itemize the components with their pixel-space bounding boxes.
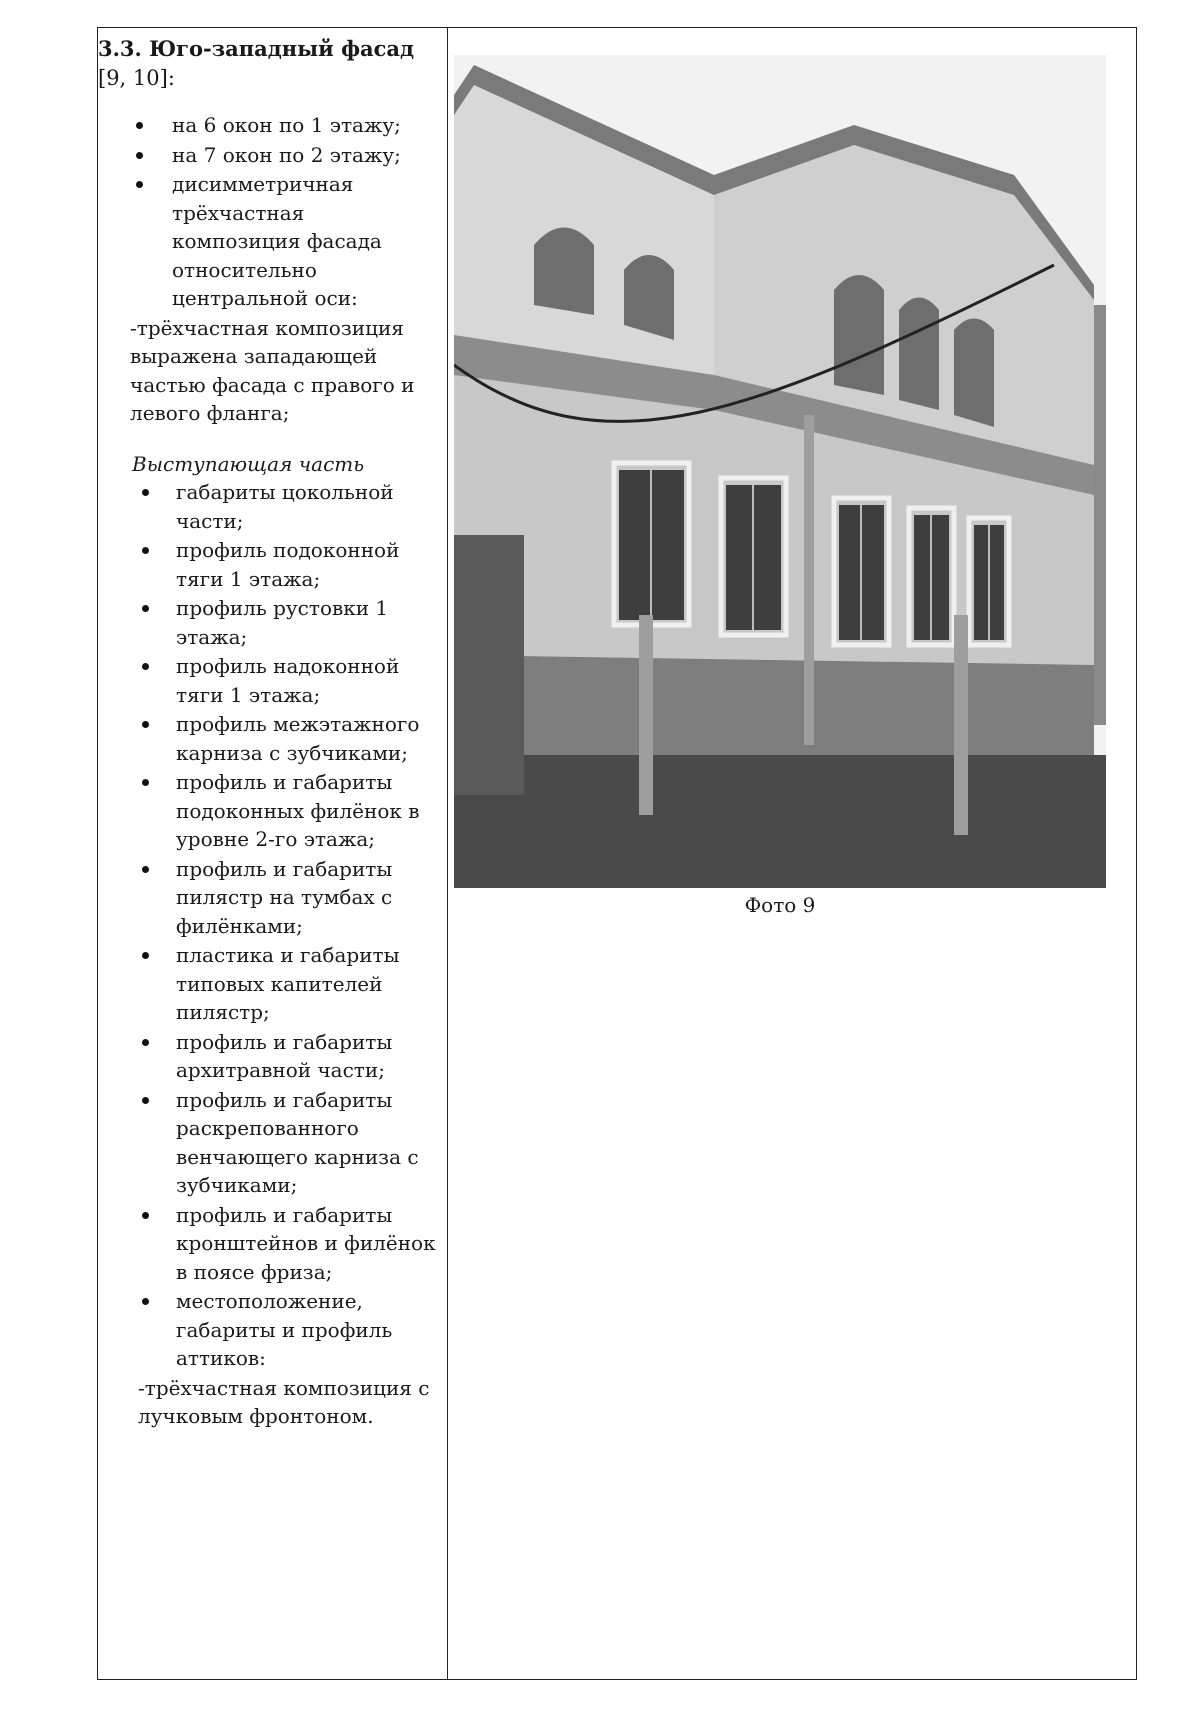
facade-photo xyxy=(454,55,1106,888)
bullet-icon xyxy=(136,181,143,188)
bullet-icon xyxy=(142,721,149,728)
list-item-text: габариты цокольной части; xyxy=(176,480,394,533)
list-item xyxy=(98,710,439,767)
section-heading-bold: 3.3. Юго-западный фасад xyxy=(98,36,415,61)
photo-caption: Фото 9 xyxy=(744,893,816,917)
list-item xyxy=(98,652,439,709)
list-item-text: профиль подоконной тяги 1 этажа; xyxy=(176,538,400,591)
attic-composition-note: -трёхчастная композиция с лучковым фронтоном. xyxy=(138,1375,430,1428)
bullet-icon xyxy=(142,547,149,554)
bullet-icon xyxy=(142,1298,149,1305)
composition-note: -трёхчастная композиция выражена западающей частью фасада с правого и левого фланга; xyxy=(130,315,415,425)
bullet-icon xyxy=(142,663,149,670)
list-item-text: профиль рустовки 1 этажа; xyxy=(176,596,389,649)
list-item xyxy=(98,1287,439,1373)
list-item-text: профиль и габариты архитравной части; xyxy=(176,1029,393,1082)
bullet-icon xyxy=(142,779,149,786)
list-item-text: на 6 окон по 1 этажу; xyxy=(172,113,401,137)
list-item xyxy=(98,1028,439,1085)
subheading-protruding-part: Выступающая часть xyxy=(132,451,365,476)
list-item-text: профиль и габариты кронштейнов и филёнок в поясе фриза; xyxy=(176,1202,436,1284)
list-item-text: на 7 окон по 2 этажу; xyxy=(172,142,401,167)
photo-column xyxy=(448,28,1136,1679)
section-heading xyxy=(98,34,439,93)
list-item xyxy=(98,1201,439,1287)
list-item-text: профиль надоконной тяги 1 этажа; xyxy=(176,654,400,707)
bullet-icon xyxy=(136,152,143,159)
list-item-text: местоположение, габариты и профиль аттиков: xyxy=(176,1289,393,1370)
facade-photo-graphic xyxy=(454,55,1106,888)
protruding-part-list xyxy=(98,478,439,1373)
list-item-text: профиль и габариты раскрепованного венчающего карниза с зубчиками; xyxy=(176,1087,419,1197)
list-item-text: пластика и габариты типовых капителей пилястр; xyxy=(176,943,400,1024)
section-heading-refs: [9, 10]: xyxy=(98,66,175,90)
general-features-list xyxy=(98,111,439,313)
list-item xyxy=(98,111,439,140)
bullet-icon xyxy=(136,122,143,129)
list-item xyxy=(98,141,439,170)
list-item-text: профиль межэтажного карниза с зубчиками; xyxy=(176,712,420,765)
description-column xyxy=(98,28,448,1679)
list-item xyxy=(98,536,439,593)
bullet-icon xyxy=(142,605,149,612)
list-item xyxy=(98,1086,439,1200)
bullet-icon xyxy=(142,489,149,496)
bullet-icon xyxy=(142,866,149,873)
document-table xyxy=(97,27,1137,1680)
bullet-icon xyxy=(142,1097,149,1104)
list-item xyxy=(98,478,439,535)
bullet-icon xyxy=(142,1039,149,1046)
list-item xyxy=(98,768,439,854)
bullet-icon xyxy=(142,1212,149,1219)
list-item xyxy=(98,170,439,313)
list-item-text: профиль и габариты подоконных филёнок в уровне 2-го этажа; xyxy=(176,770,420,851)
list-item xyxy=(98,855,439,941)
list-item-text: профиль и габариты пилястр на тумбах с филёнками; xyxy=(176,856,393,938)
list-item xyxy=(98,594,439,651)
list-item-text: дисимметричная трёхчастная композиция фасада относительно центральной оси: xyxy=(172,172,382,310)
list-item xyxy=(98,941,439,1027)
bullet-icon xyxy=(142,952,149,959)
